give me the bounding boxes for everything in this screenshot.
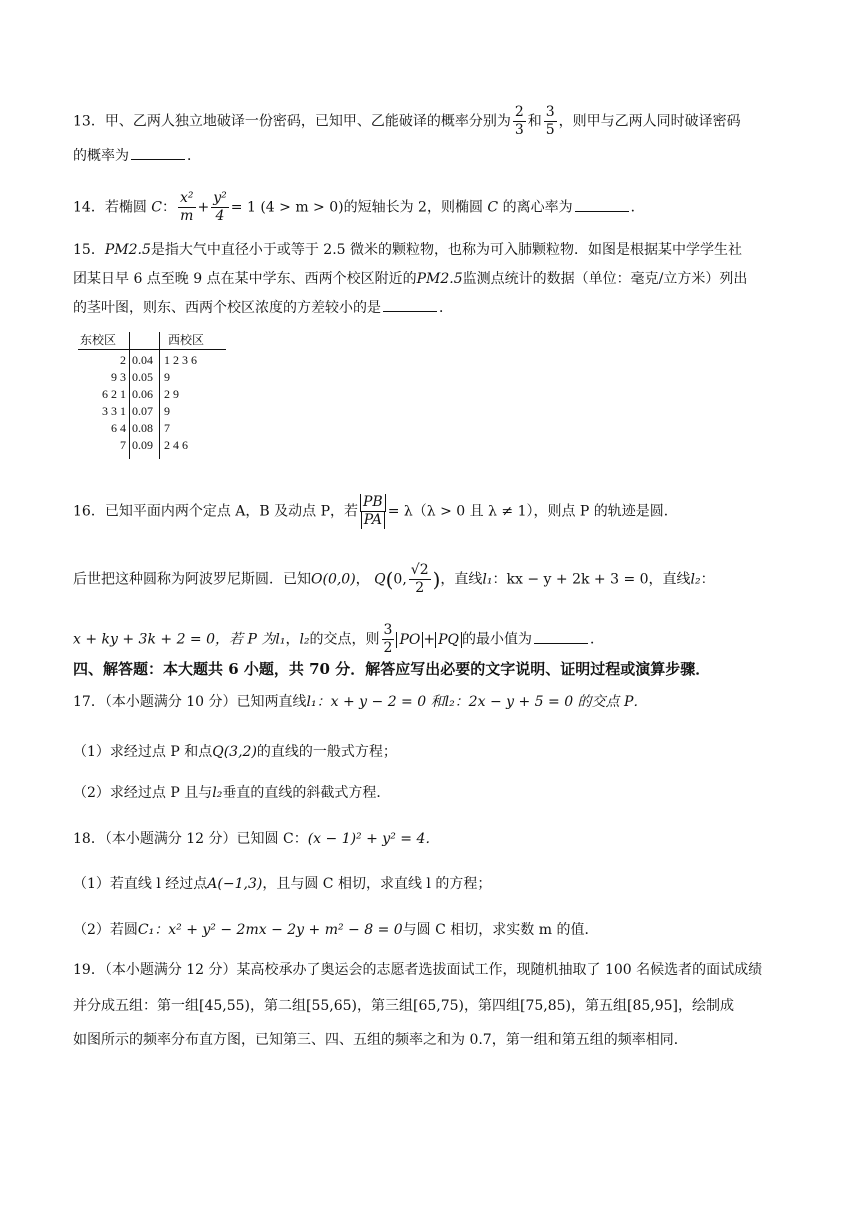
q15-line3: 的茎叶图，则东、西两个校区浓度的方差较小的是 ． (73, 297, 453, 318)
fraction-sqrt2-over-2: $\frac{√2}{2}$ (410, 562, 429, 596)
q15-line1: 15．PM2.5是指大气中直径小于或等于 2.5 微米的颗粒物，也称为可入肺颗粒物．如图是根据某中学学生社 (73, 242, 743, 258)
stem-leaf-plot (78, 329, 228, 461)
stem-row: 7 0.09 2 4 6 (120, 438, 188, 452)
header-divider (78, 349, 226, 350)
q13-text: 13．甲、乙两人独立地破译一份密码，已知甲、乙能破译的概率分别为 (73, 113, 511, 130)
q16-line2: 后世把这种圆称为阿波罗尼斯圆．已知O(0,0)， Q(0, $\frac{√2}{2}$ )，直线l₁：kx − y + 2k + 3 = 0，直线l₂： (73, 562, 715, 596)
q18-part2: （2）若圆C₁：x² + y² − 2mx − 2y + m² − 8 = 0与圆 C 相切，求实数 m 的值． (73, 922, 599, 938)
q15-line2: 团某日早 6 点至晚 9 点在某中学东、西两个校区附近的PM2.5监测点统计的数据（单位：毫克/立方米）列出 (73, 271, 748, 287)
q17-part1: （1）求经过点 P 和点Q(3,2)的直线的一般式方程； (73, 744, 397, 760)
fraction-two-thirds: $\frac{2}{3}$ (514, 104, 524, 138)
fraction-three-fifths: $\frac{3}{5}$ (545, 104, 555, 138)
q19-line2: 并分成五组：第一组[45,55)，第二组[55,65)，第三组[65,75)，第四组[75,85)，第五组[85,95]，绘制成 (73, 998, 735, 1014)
q13-line1: 13．甲、乙两人独立地破译一份密码，已知甲、乙能破译的概率分别为 $\frac{2}{3}$ 和 $\frac{3}{5}$ ，则甲与乙两人同时破译密码 (73, 104, 741, 138)
fraction-three-halves: $\frac{3}{2}$ (383, 622, 393, 656)
section-heading: 四、解答题：本大题共 6 小题，共 70 分．解答应写出必要的文字说明、证明过程或演算步骤． (73, 660, 711, 678)
q16-line3: x + ky + 3k + 2 = 0，若 P 为l₁，l₂的交点，则 $\frac{3}{2}$ PO + PQ 的最小值为 ． (73, 622, 604, 656)
stem-row: 6 4 0.08 7 (111, 421, 170, 435)
q13-line2: 的概率为 ． (73, 145, 201, 166)
west-campus-label: 西校区 (168, 333, 205, 347)
fraction-x2-over-m: $\frac{\text{x²}}{m}$ (180, 190, 194, 224)
q18-line: 18．（本小题满分 12 分）已知圆 C：(x − 1)² + y² = 4． (73, 831, 440, 847)
q19-line1: 19．（本小题满分 12 分）某高校承办了奥运会的志愿者选拔面试工作，现随机抽取了 100 名候选者的面试成绩 (73, 962, 763, 978)
q16-line1: 16．已知平面内两个定点 A，B 及动点 P，若 $\frac{PB}{PA}$ = λ（λ > 0 且 λ ≠ 1），则点 P 的轨迹是圆． (73, 494, 678, 528)
stem-row: 2 0.04 1 2 3 6 (120, 353, 197, 367)
answer-blank (131, 145, 185, 160)
answer-blank (383, 297, 437, 312)
fraction-pb-over-pa: $\frac{PB}{PA}$ (360, 494, 386, 529)
stem-row: 9 3 0.05 9 (111, 370, 170, 384)
answer-blank (575, 197, 629, 212)
answer-blank (534, 629, 588, 644)
q14-line: 14．若椭圆 C： $\frac{\text{x²}}{m}$ + $\frac{\text{y²}}{4}$ = 1 (4 > m > 0)的短轴长为 2，则椭圆 C 的离心率为 ． (73, 190, 645, 224)
q17-part2: （2）求经过点 P 且与l₂垂直的直线的斜截式方程． (73, 785, 391, 801)
east-campus-label: 东校区 (80, 333, 117, 347)
stem-row: 3 3 1 0.07 9 (102, 404, 170, 418)
q18-part1: （1）若直线 l 经过点A(−1,3)，且与圆 C 相切，求直线 l 的方程； (73, 876, 492, 892)
q19-line3: 如图所示的频率分布直方图，已知第三、四、五组的频率之和为 0.7，第一组和第五组的频率相同． (73, 1032, 688, 1048)
stem-row: 6 2 1 0.06 2 9 (102, 387, 179, 401)
fraction-y2-over-4: $\frac{\text{y²}}{4}$ (213, 190, 227, 224)
q17-line: 17．（本小题满分 10 分）已知两直线l₁：x + y − 2 = 0 和l₂：2x − y + 5 = 0 的交点 P． (73, 694, 648, 710)
